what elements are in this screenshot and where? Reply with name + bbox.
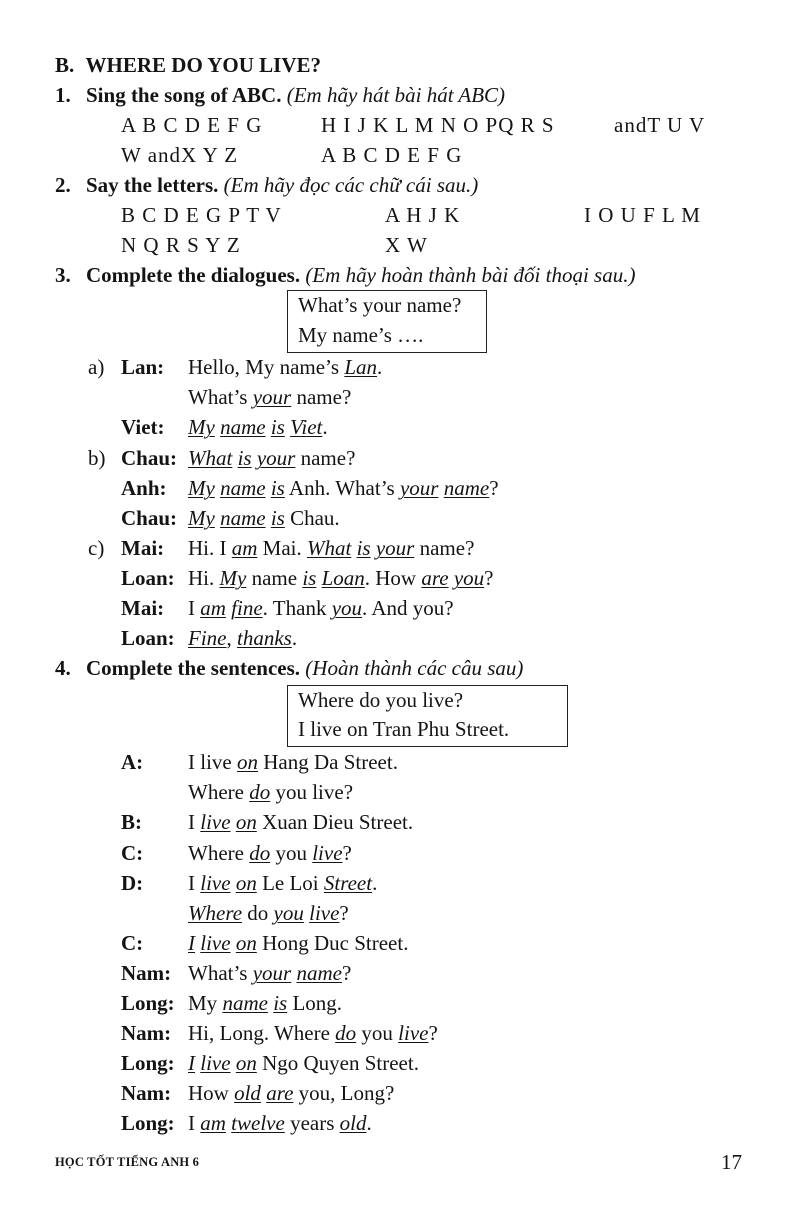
answer-fill: name bbox=[220, 476, 266, 500]
answer-fill: live bbox=[309, 901, 340, 925]
answer-fill: on bbox=[235, 1051, 257, 1075]
given-text: Long. bbox=[287, 991, 343, 1015]
answer-fill: do bbox=[249, 841, 271, 865]
exercise-title: Complete the dialogues. bbox=[86, 263, 301, 287]
given-text: Hang Da Street. bbox=[257, 750, 398, 774]
answer-fill: live bbox=[398, 1021, 429, 1045]
given-text: Where bbox=[188, 780, 250, 804]
given-text: you, Long? bbox=[293, 1081, 395, 1105]
answer-fill: Street bbox=[323, 871, 373, 895]
book-title: HỌC TỐT TIẾNG ANH 6 bbox=[55, 1155, 200, 1169]
speaker-label: Long: bbox=[121, 1111, 175, 1135]
given-text: I bbox=[188, 596, 201, 620]
line-text bbox=[188, 930, 408, 956]
speaker-label: Loan: bbox=[121, 626, 175, 650]
given-text: . How bbox=[364, 566, 422, 590]
line-text bbox=[188, 565, 493, 591]
answer-fill: is bbox=[270, 506, 285, 530]
line-text bbox=[188, 595, 454, 621]
answer-fill: am bbox=[231, 536, 258, 560]
given-text: . bbox=[366, 1111, 372, 1135]
given-text: . bbox=[372, 871, 378, 895]
exercise-number: 1. bbox=[55, 83, 71, 107]
answer-fill: live bbox=[312, 841, 343, 865]
exercise-number: 3. bbox=[55, 263, 71, 287]
answer-fill: live bbox=[200, 871, 231, 895]
exercise-note: (Hoàn thành các câu sau) bbox=[305, 656, 524, 680]
answer-fill: are bbox=[421, 566, 449, 590]
exercise-title: Complete the sentences. bbox=[86, 656, 301, 680]
example-box-line: Where do you live? bbox=[298, 688, 464, 712]
line-text bbox=[188, 384, 351, 410]
answer-fill: do bbox=[249, 780, 271, 804]
speaker-label: Viet: bbox=[121, 415, 165, 439]
section-letter: B. bbox=[55, 53, 75, 77]
given-text: . bbox=[377, 355, 383, 379]
given-text: Hello, My name’s bbox=[188, 355, 345, 379]
speaker-label: A: bbox=[121, 750, 144, 774]
line-text bbox=[188, 414, 328, 440]
speaker-label: Nam: bbox=[121, 961, 172, 985]
example-box-line: What’s your name? bbox=[298, 293, 462, 317]
exercise-2-heading bbox=[55, 172, 478, 198]
exercise-title: Sing the song of ABC. bbox=[86, 83, 282, 107]
given-text: Xuan Dieu Street. bbox=[256, 810, 414, 834]
given-text: name? bbox=[291, 385, 352, 409]
answer-fill: you bbox=[453, 566, 485, 590]
line-text bbox=[188, 354, 382, 380]
answer-fill: you bbox=[273, 901, 304, 925]
line-text bbox=[188, 749, 398, 775]
given-text: you bbox=[356, 1021, 399, 1045]
speaker-label: B: bbox=[121, 810, 142, 834]
given-text: . And you? bbox=[362, 596, 454, 620]
given-text: you bbox=[270, 841, 313, 865]
answer-fill: your bbox=[252, 961, 292, 985]
letter-group: B C D E G P T V bbox=[121, 203, 282, 227]
answer-fill: old bbox=[234, 1081, 261, 1105]
dialogue-label-c: c) bbox=[88, 536, 105, 560]
given-text: name? bbox=[295, 446, 356, 470]
answer-fill: am bbox=[200, 596, 226, 620]
answer-fill: twelve bbox=[231, 1111, 285, 1135]
given-text: you live? bbox=[270, 780, 354, 804]
answer-fill: old bbox=[339, 1111, 367, 1135]
exercise-4-heading bbox=[55, 655, 523, 681]
speaker-label: Chau: bbox=[121, 506, 178, 530]
exercise-number: 2. bbox=[55, 173, 71, 197]
example-box-line: I live on Tran Phu Street. bbox=[298, 717, 510, 741]
answer-fill: you bbox=[331, 596, 363, 620]
line-text bbox=[188, 505, 340, 531]
speaker-label: Chau: bbox=[121, 446, 178, 470]
section-title: WHERE DO YOU LIVE? bbox=[85, 53, 322, 77]
given-text: What’s bbox=[188, 385, 253, 409]
answer-fill: Loan bbox=[321, 566, 365, 590]
answer-fill: Viet bbox=[290, 415, 323, 439]
answer-fill: Lan bbox=[344, 355, 377, 379]
page-number: 17 bbox=[721, 1150, 742, 1174]
exercise-1-heading bbox=[55, 82, 505, 108]
given-text: Where bbox=[188, 841, 250, 865]
answer-fill: live bbox=[200, 810, 231, 834]
given-text: Ngo Quyen Street. bbox=[256, 1051, 419, 1075]
answer-fill: Fine bbox=[188, 626, 227, 650]
letter-group: I O U F L M bbox=[584, 203, 701, 227]
given-text: . bbox=[322, 415, 328, 439]
answer-fill: is bbox=[302, 566, 317, 590]
line-text bbox=[188, 809, 413, 835]
answer-fill: My bbox=[188, 476, 215, 500]
answer-fill: name bbox=[220, 415, 266, 439]
example-box-line: My name’s …. bbox=[298, 323, 424, 347]
exercise-number: 4. bbox=[55, 656, 71, 680]
given-text: My bbox=[188, 991, 223, 1015]
line-text bbox=[188, 990, 342, 1016]
line-text bbox=[188, 870, 377, 896]
dialogue-label-a: a) bbox=[88, 355, 105, 379]
speaker-label: Anh: bbox=[121, 476, 167, 500]
answer-fill: on bbox=[235, 931, 257, 955]
given-text: Anh. What’s bbox=[284, 476, 400, 500]
letter-group: N Q R S Y Z bbox=[121, 233, 241, 257]
answer-fill: My bbox=[188, 415, 215, 439]
given-text: Hi. bbox=[188, 566, 220, 590]
line-text bbox=[188, 779, 353, 805]
line-text bbox=[188, 1050, 419, 1076]
letters-line-1 bbox=[121, 202, 701, 228]
line-text bbox=[188, 840, 352, 866]
answer-fill: My bbox=[188, 506, 215, 530]
exercise-note: (Em hãy hoàn thành bài đối thoại sau.) bbox=[305, 263, 636, 287]
given-text: Hi. I bbox=[188, 536, 232, 560]
given-text: ? bbox=[484, 566, 494, 590]
letter-group: A B C D E F G bbox=[121, 113, 263, 137]
given-text: I bbox=[188, 1111, 201, 1135]
letter-group: H I J K L M N O PQ R S bbox=[321, 113, 555, 137]
speaker-label: C: bbox=[121, 931, 144, 955]
letter-group: X W bbox=[385, 233, 428, 257]
answer-fill: name bbox=[296, 961, 342, 985]
speaker-label: Loan: bbox=[121, 566, 175, 590]
given-text: ? bbox=[339, 901, 349, 925]
speaker-label: Long: bbox=[121, 991, 175, 1015]
given-text: , bbox=[226, 626, 237, 650]
line-text bbox=[188, 535, 474, 561]
answer-fill: name bbox=[220, 506, 266, 530]
line-text bbox=[188, 1110, 372, 1136]
answer-fill: on bbox=[236, 750, 258, 774]
given-text: I bbox=[188, 810, 201, 834]
answer-fill: is bbox=[270, 476, 285, 500]
answer-fill: do bbox=[335, 1021, 357, 1045]
answer-fill: is bbox=[237, 446, 252, 470]
given-text: ? bbox=[489, 476, 499, 500]
speaker-label: Long: bbox=[121, 1051, 175, 1075]
answer-fill: Where bbox=[188, 901, 243, 925]
letter-group: W andX Y Z bbox=[121, 143, 239, 167]
answer-fill: thanks bbox=[236, 626, 292, 650]
line-text bbox=[188, 900, 349, 926]
given-text: Hi, Long. Where bbox=[188, 1021, 336, 1045]
letter-group: andT U V bbox=[614, 113, 706, 137]
line-text bbox=[188, 445, 355, 471]
given-text: How bbox=[188, 1081, 235, 1105]
answer-fill: is bbox=[270, 415, 285, 439]
exercise-note: (Em hãy hát bài hát ABC) bbox=[286, 83, 506, 107]
abc-line-2 bbox=[121, 142, 463, 168]
given-text: name bbox=[246, 566, 303, 590]
given-text: I live bbox=[188, 750, 237, 774]
speaker-label: Nam: bbox=[121, 1021, 172, 1045]
line-text bbox=[188, 475, 499, 501]
given-text: I bbox=[188, 871, 201, 895]
answer-fill: What bbox=[188, 446, 233, 470]
answer-fill: on bbox=[235, 810, 257, 834]
given-text: years bbox=[284, 1111, 340, 1135]
exercise-3-heading bbox=[55, 262, 635, 288]
dialogue-label-b: b) bbox=[88, 446, 106, 470]
answer-fill: I bbox=[188, 931, 195, 955]
given-text: name? bbox=[414, 536, 475, 560]
given-text: Chau. bbox=[284, 506, 340, 530]
speaker-label: Lan: bbox=[121, 355, 165, 379]
given-text: Mai. bbox=[257, 536, 307, 560]
letter-group: A H J K bbox=[385, 203, 461, 227]
line-text bbox=[188, 625, 297, 651]
answer-fill: your bbox=[252, 385, 292, 409]
answer-fill: name bbox=[222, 991, 268, 1015]
given-text: . Thank bbox=[262, 596, 332, 620]
abc-line-1 bbox=[121, 112, 706, 138]
line-text bbox=[188, 1020, 438, 1046]
line-text bbox=[188, 1080, 394, 1106]
answer-fill: your bbox=[256, 446, 296, 470]
given-text: do bbox=[242, 901, 274, 925]
answer-fill: I bbox=[188, 1051, 195, 1075]
answer-fill: are bbox=[266, 1081, 294, 1105]
answer-fill: What bbox=[307, 536, 352, 560]
answer-fill: your bbox=[375, 536, 415, 560]
given-text: ? bbox=[342, 841, 352, 865]
speaker-label: D: bbox=[121, 871, 144, 895]
given-text: Le Loi bbox=[256, 871, 324, 895]
answer-fill: your bbox=[399, 476, 439, 500]
answer-fill: live bbox=[200, 1051, 231, 1075]
speaker-label: Nam: bbox=[121, 1081, 172, 1105]
letters-line-2 bbox=[121, 232, 428, 258]
speaker-label: Mai: bbox=[121, 596, 165, 620]
answer-fill: live bbox=[200, 931, 231, 955]
section-heading bbox=[55, 52, 321, 78]
answer-fill: name bbox=[443, 476, 490, 500]
line-text bbox=[188, 960, 351, 986]
given-text: What’s bbox=[188, 961, 253, 985]
given-text: . bbox=[291, 626, 298, 650]
given-text: ? bbox=[341, 961, 352, 985]
answer-fill: fine bbox=[231, 596, 263, 620]
speaker-label: C: bbox=[121, 841, 144, 865]
answer-fill: is bbox=[273, 991, 288, 1015]
answer-fill: is bbox=[356, 536, 371, 560]
letter-group: A B C D E F G bbox=[321, 143, 463, 167]
given-text: ? bbox=[428, 1021, 438, 1045]
speaker-label: Mai: bbox=[121, 536, 165, 560]
exercise-title: Say the letters. bbox=[86, 173, 219, 197]
answer-fill: am bbox=[200, 1111, 226, 1135]
given-text: Hong Duc Street. bbox=[256, 931, 409, 955]
answer-fill: on bbox=[235, 871, 257, 895]
exercise-note: (Em hãy đọc các chữ cái sau.) bbox=[223, 173, 479, 197]
answer-fill: My bbox=[219, 566, 247, 590]
